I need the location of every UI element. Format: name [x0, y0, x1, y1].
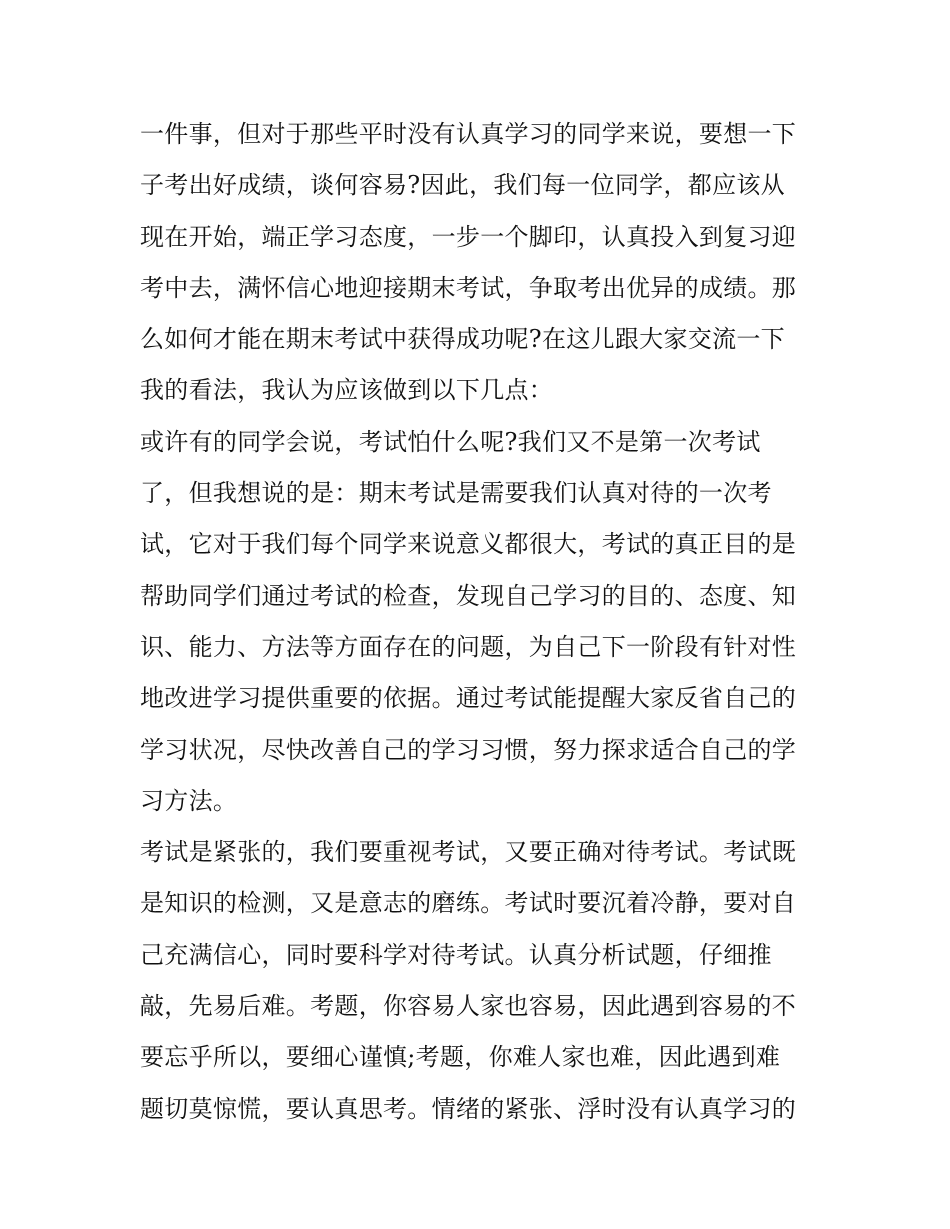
text-line: 题切莫惊慌，要认真思考。情绪的紧张、浮时没有认真学习的	[140, 1094, 797, 1123]
text-line: 是知识的检测，又是意志的磨练。考试时要沉着冷静，要对自	[140, 889, 797, 918]
text-line: 考试是紧张的，我们要重视考试，又要正确对待考试。考试既	[140, 838, 797, 867]
text-line: 试，它对于我们每个同学来说意义都很大，考试的真正目的是	[140, 530, 797, 559]
text-line: 地改进学习提供重要的依据。通过考试能提醒大家反省自己的	[140, 684, 797, 713]
text-line: 学习状况，尽快改善自己的学习习惯，努力探求适合自己的学	[140, 735, 797, 764]
text-line: 要忘乎所以，要细心谨慎;考题，你难人家也难，因此遇到难	[140, 1043, 781, 1072]
text-line: 或许有的同学会说，考试怕什么呢?我们又不是第一次考试	[140, 427, 761, 456]
text-line: 己充满信心，同时要科学对待考试。认真分析试题，仔细推	[140, 940, 772, 969]
text-line: 帮助同学们通过考试的检查，发现自己学习的目的、态度、知	[140, 581, 797, 610]
text-line: 习方法。	[140, 786, 238, 815]
text-line: 了，但我想说的是：期末考试是需要我们认真对待的一次考	[140, 479, 772, 508]
text-line: 么如何才能在期末考试中获得成功呢?在这儿跟大家交流一下	[140, 325, 785, 354]
text-line: 我的看法，我认为应该做到以下几点：	[140, 376, 554, 405]
text-line: 敲，先易后难。考题，你容易人家也容易，因此遇到容易的不	[140, 992, 797, 1021]
text-line: 识、能力、方法等方面存在的问题，为自己下一阶段有针对性	[140, 632, 797, 661]
text-line: 考中去，满怀信心地迎接期末考试，争取考出优异的成绩。那	[140, 273, 797, 302]
text-line: 一件事，但对于那些平时没有认真学习的同学来说，要想一下	[140, 120, 797, 148]
text-line: 子考出好成绩，谈何容易?因此，我们每一位同学，都应该从	[140, 171, 785, 200]
text-line: 现在开始，端正学习态度，一步一个脚印，认真投入到复习迎	[140, 222, 797, 251]
document-body	[140, 109, 820, 1135]
